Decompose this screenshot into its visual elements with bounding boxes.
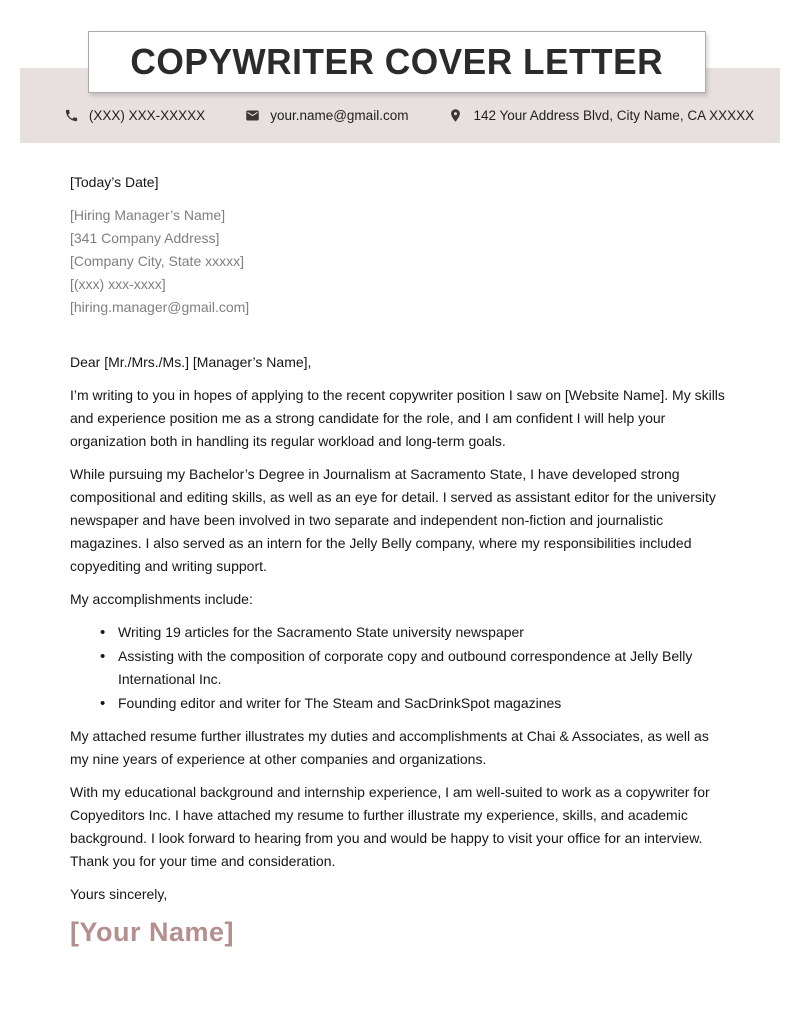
paragraph-experience: While pursuing my Bachelor’s Degree in Journalism at Sacramento State, I have developed strong compositional and editing skills, as well as an eye for detail. I served as assistant editor for the university newspaper and have been involved in two separate and independent non-fiction and journalistic magazines. I also served as an intern for the Jelly Belly company, where my responsibilities included copyediting and writing support. xyxy=(70,466,716,574)
contact-email-text: your.name@gmail.com xyxy=(270,107,409,123)
valediction: Yours sincerely, xyxy=(70,886,168,902)
title-box xyxy=(88,31,706,93)
contact-phone-text: (XXX) XXX-XXXXX xyxy=(88,107,206,123)
paragraph-resume: My attached resume further illustrates my duties and accomplishments at Chai & Associates, as well as my nine years of experience at other companies and organizations. xyxy=(70,728,709,767)
contact-address-text: 142 Your Address Blvd, City Name, CA XXXXX xyxy=(473,107,755,123)
location-pin-icon xyxy=(448,108,463,123)
letter-body xyxy=(70,171,730,949)
accomplishments-intro: My accomplishments include: xyxy=(70,591,253,607)
contact-address xyxy=(448,108,754,123)
recipient-address-line: [341 Company Address] xyxy=(70,230,220,246)
recipient-phone-line: [(xxx) xxx-xxxx] xyxy=(70,276,166,292)
contact-row xyxy=(20,99,780,131)
recipient-block xyxy=(70,204,730,319)
recipient-name-line: [Hiring Manager’s Name] xyxy=(70,207,226,223)
recipient-city-line: [Company City, State xxxxx] xyxy=(70,253,245,269)
date-line: [Today’s Date] xyxy=(70,174,159,190)
salutation: Dear [Mr./Mrs./Ms.] [Manager’s Name], xyxy=(70,354,312,370)
contact-email xyxy=(245,108,408,123)
paragraph-intro: I’m writing to you in hopes of applying to the recent copywriter position I saw on [Website Name]. My skills and experience position me as a strong candidate for the role, and I am confident I will help your organization both in handling its regular workload and long-term goals. xyxy=(70,387,725,449)
accomplishment-item: • Writing 19 articles for the Sacramento State university newspaper xyxy=(100,621,730,645)
page-title: COPYWRITER COVER LETTER xyxy=(130,41,664,82)
recipient-email-line: [hiring.manager@gmail.com] xyxy=(70,299,250,315)
envelope-icon xyxy=(245,108,260,123)
accomplishments-list xyxy=(70,621,730,715)
accomplishment-item: • Founding editor and writer for The Steam and SacDrinkSpot magazines xyxy=(100,692,730,716)
paragraph-closing: With my educational background and internship experience, I am well-suited to work as a copywriter for Copyeditors Inc. I have attached my resume to further illustrate my experience, skills, and academic background. I look forward to hearing from you and would be happy to visit your office for an interview. Thank you for your time and consideration. xyxy=(70,784,710,869)
signature-name: [Your Name] xyxy=(70,917,235,947)
contact-phone xyxy=(64,108,205,123)
accomplishment-item: • Assisting with the composition of corporate copy and outbound correspondence at Jelly Belly International Inc. xyxy=(100,645,730,692)
phone-icon xyxy=(64,108,79,123)
